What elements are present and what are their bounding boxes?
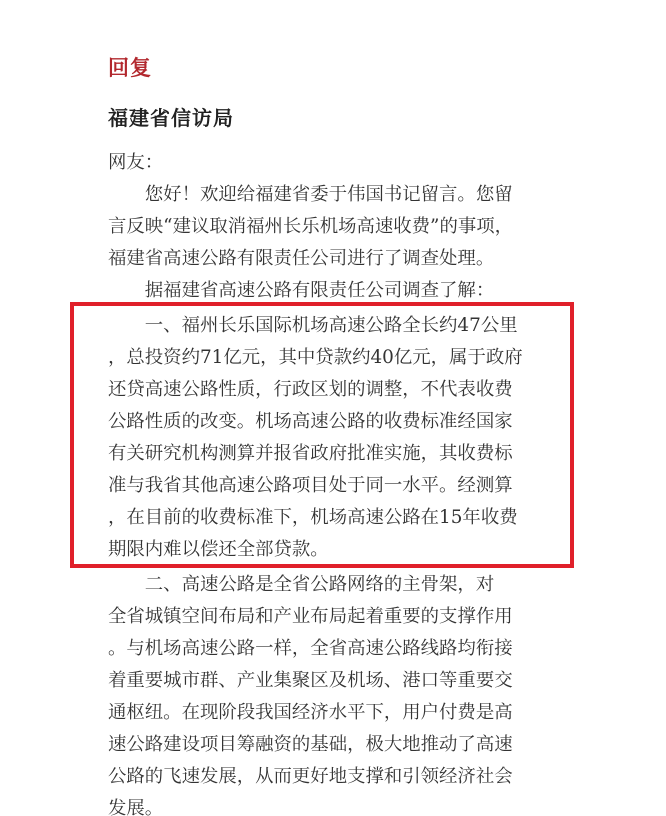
- greeting-line: 网友：: [108, 152, 164, 173]
- highlighted-line: 有关研究机构测算并报省政府批准实施，其收费标: [108, 443, 513, 464]
- body-line: 全省城镇空间布局和产业布局起着重要的支撑作用: [108, 606, 513, 627]
- highlighted-line: 期限内难以偿还全部贷款。: [108, 539, 329, 560]
- body-line: 言反映“建议取消福州长乐机场高速收费”的事项，: [108, 216, 514, 237]
- body-line: 着重要城市群、产业集聚区及机场、港口等重要交: [108, 670, 513, 691]
- body-line: 公路的飞速发展，从而更好地支撑和引领经济社会: [108, 766, 513, 787]
- highlighted-line: ，在目前的收费标准下，机场高速公路在15年收费: [108, 507, 518, 528]
- body-line: 您好！欢迎给福建省委于伟国书记留言。您留: [108, 184, 513, 205]
- body-line: 通枢纽。在现阶段我国经济水平下，用户付费是高: [108, 702, 513, 723]
- body-line: 据福建省高速公路有限责任公司调查了解：: [108, 280, 495, 301]
- highlighted-line: 公路性质的改变。机场高速公路的收费标准经国家: [108, 411, 513, 432]
- organization-name: 福建省信访局: [108, 106, 234, 130]
- highlighted-line: 还贷高速公路性质，行政区划的调整，不代表收费: [108, 379, 513, 400]
- body-line: 。与机场高速公路一样，全省高速公路线路均衔接: [108, 638, 513, 659]
- body-line: 发展。: [108, 798, 164, 816]
- highlighted-line: ，总投资约71亿元，其中贷款约40亿元，属于政府: [108, 347, 523, 368]
- body-line: 福建省高速公路有限责任公司进行了调查处理。: [108, 248, 495, 269]
- body-line: 速公路建设项目筹融资的基础，极大地推动了高速: [108, 734, 513, 755]
- body-line: 二、高速公路是全省公路网络的主骨架，对: [108, 574, 495, 595]
- highlighted-line: 准与我省其他高速公路项目处于同一水平。经测算: [108, 475, 513, 496]
- reply-heading: 回复: [108, 56, 152, 80]
- highlighted-line: 一、福州长乐国际机场高速公路全长约47公里: [108, 315, 518, 336]
